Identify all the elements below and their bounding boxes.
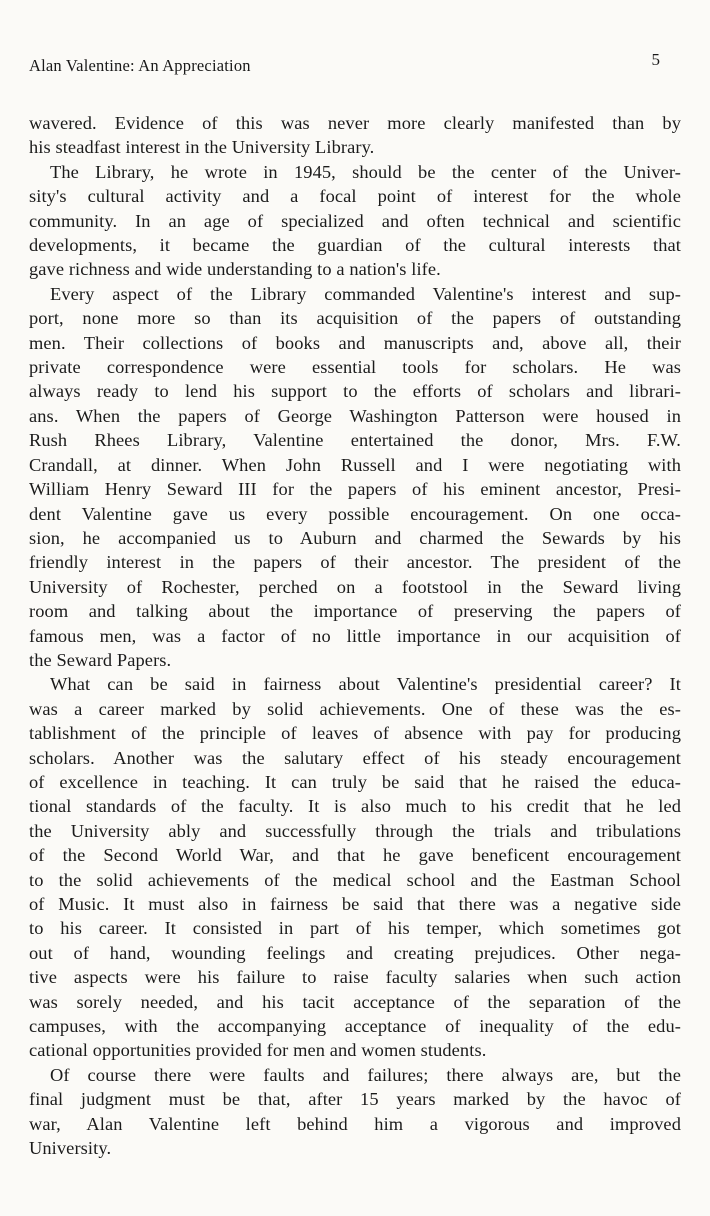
text-line: Rush Rhees Library, Valentine entertained the donor, Mrs. F.W.	[29, 430, 681, 451]
text-line: to his career. It consisted in part of his temper, which sometimes got	[29, 918, 681, 939]
text-line: gave richness and wide understanding to a nation's life.	[29, 259, 441, 280]
text-line: University.	[29, 1138, 112, 1159]
text-line: was a career marked by solid achievements. One of these was the es-	[29, 698, 681, 719]
text-line: final judgment must be that, after 15 years marked by the havoc of	[29, 1089, 681, 1110]
text-line: of the Second World War, and that he gave beneficent encouragement	[29, 845, 681, 866]
text-line: dent Valentine gave us every possible encouragement. On one occa-	[29, 503, 681, 524]
page-header	[0, 0, 710, 76]
text-line: University of Rochester, perched on a footstool in the Seward living	[29, 576, 681, 597]
text-line: was sorely needed, and his tacit acceptance of the separation of the	[29, 991, 681, 1012]
text-line: always ready to lend his support to the efforts of scholars and librari-	[29, 381, 681, 402]
running-title: Alan Valentine: An Appreciation	[29, 56, 251, 75]
text-line: wavered. Evidence of this was never more clearly manifested than by	[29, 113, 681, 133]
text-line: developments, it became the guardian of the cultural interests that	[29, 235, 681, 256]
text-line: his steadfast interest in the University Library.	[29, 137, 375, 158]
text-line: scholars. Another was the salutary effect of his steady encouragement	[29, 747, 681, 768]
text-line: famous men, was a factor of no little importance in our acquisition of	[29, 625, 681, 646]
text-line: ans. When the papers of George Washington Patterson were housed in	[29, 405, 681, 426]
text-line: Every aspect of the Library commanded Valentine's interest and sup-	[50, 283, 681, 304]
text-line: William Henry Seward III for the papers of his eminent ancestor, Presi-	[29, 479, 681, 500]
text-line: war, Alan Valentine left behind him a vigorous and improved	[29, 1113, 681, 1134]
paragraph	[29, 160, 681, 282]
paragraph	[29, 1063, 681, 1161]
text-line: What can be said in fairness about Valentine's presidential career? It	[50, 674, 681, 695]
text-line: campuses, with the accompanying acceptance of inequality of the edu-	[29, 1016, 681, 1037]
text-line: Of course there were faults and failures; there always are, but the	[50, 1064, 681, 1085]
text-line: friendly interest in the papers of their ancestor. The president of the	[29, 552, 681, 573]
text-line: sity's cultural activity and a focal point of interest for the whole	[29, 186, 681, 207]
text-line: private correspondence were essential tools for scholars. He was	[29, 357, 681, 378]
text-line: tive aspects were his failure to raise faculty salaries when such action	[29, 967, 681, 988]
text-line: to the solid achievements of the medical school and the Eastman School	[29, 869, 681, 890]
paragraph	[29, 672, 681, 1063]
text-line: the Seward Papers.	[29, 649, 172, 670]
text-line: community. In an age of specialized and often technical and scientific	[29, 210, 681, 231]
text-line: the University ably and successfully through the trials and tribulations	[29, 820, 681, 841]
page-number: 5	[651, 50, 660, 69]
paragraph	[29, 282, 681, 673]
text-line: tablishment of the principle of leaves of absence with pay for producing	[29, 723, 681, 744]
text-line: men. Their collections of books and manuscripts and, above all, their	[29, 332, 681, 353]
text-line: out of hand, wounding feelings and creating prejudices. Other nega-	[29, 942, 681, 963]
text-line: of Music. It must also in fairness be said that there was a negative side	[29, 894, 681, 914]
page-body	[29, 111, 681, 1160]
text-line: sion, he accompanied us to Auburn and charmed the Sewards by his	[29, 527, 681, 548]
text-line: The Library, he wrote in 1945, should be the center of the Univer-	[50, 161, 681, 182]
text-line: tional standards of the faculty. It is also much to his credit that he led	[29, 796, 681, 817]
text-line: room and talking about the importance of preserving the papers of	[29, 601, 681, 622]
text-line: Crandall, at dinner. When John Russell and I were negotiating with	[29, 454, 681, 475]
paragraph	[29, 111, 681, 160]
text-line: cational opportunities provided for men and women students.	[29, 1040, 487, 1061]
text-line: of excellence in teaching. It can truly be said that he raised the educa-	[29, 771, 681, 792]
text-line: port, none more so than its acquisition of the papers of outstanding	[29, 308, 681, 329]
